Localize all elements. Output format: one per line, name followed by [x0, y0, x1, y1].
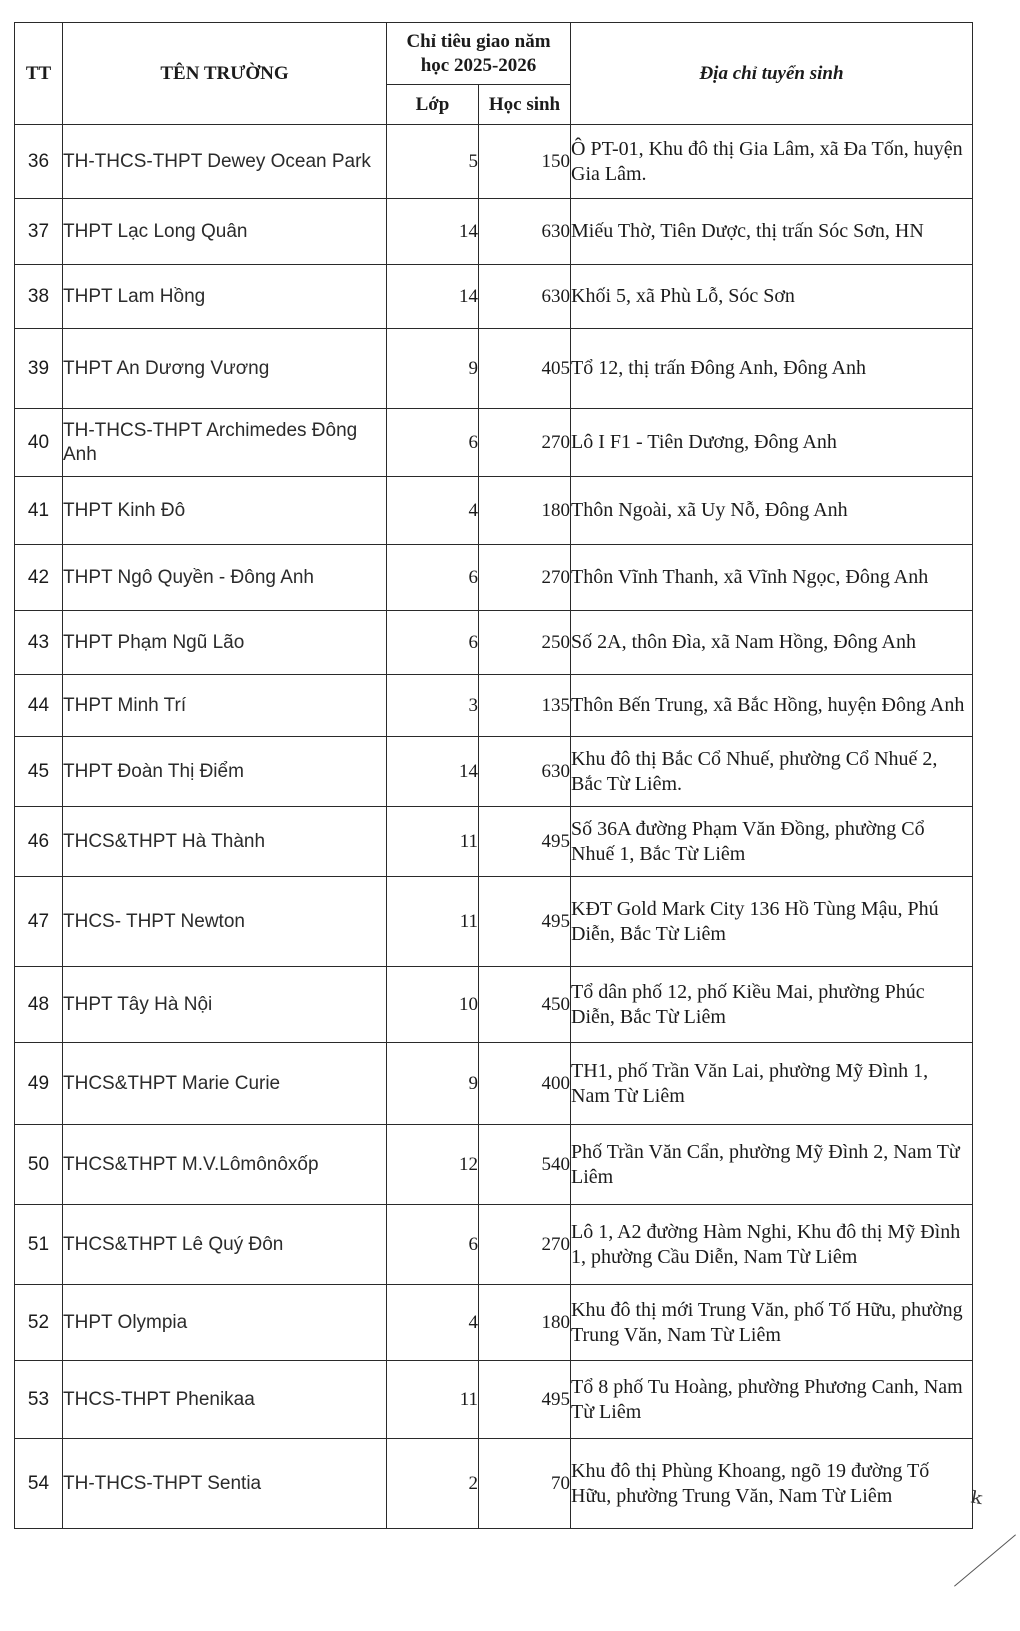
- row-school-name: THPT An Dương Vương: [63, 329, 387, 409]
- row-address: Tổ 12, thị trấn Đông Anh, Đông Anh: [571, 329, 973, 409]
- page-edge-mark: [954, 1534, 1016, 1586]
- table-row: [15, 125, 973, 199]
- row-address: Khu đô thị Phùng Khoang, ngõ 19 đường Tố Hữu, phường Trung Văn, Nam Từ Liêm: [571, 1439, 973, 1529]
- table-row: [15, 409, 973, 477]
- row-address: Khu đô thị Bắc Cổ Nhuế, phường Cổ Nhuế 2, Bắc Từ Liêm.: [571, 737, 973, 807]
- row-students: 250: [479, 611, 571, 675]
- table-row: [15, 1205, 973, 1285]
- row-school-name: TH-THCS-THPT Sentia: [63, 1439, 387, 1529]
- table-row: [15, 1125, 973, 1205]
- row-school-name: TH-THCS-THPT Dewey Ocean Park: [63, 125, 387, 199]
- row-tt: 51: [15, 1205, 63, 1285]
- row-school-name: THPT Minh Trí: [63, 675, 387, 737]
- row-address: Phố Trần Văn Cẩn, phường Mỹ Đình 2, Nam Từ Liêm: [571, 1125, 973, 1205]
- row-tt: 36: [15, 125, 63, 199]
- header-students: Học sinh: [479, 85, 571, 125]
- row-students: 495: [479, 1361, 571, 1439]
- table-header: [15, 23, 973, 125]
- header-tt: TT: [15, 23, 63, 125]
- row-address: Số 36A đường Phạm Văn Đồng, phường Cổ Nhuế 1, Bắc Từ Liêm: [571, 807, 973, 877]
- table-row: [15, 265, 973, 329]
- table-row: [15, 329, 973, 409]
- header-quota-group: Chỉ tiêu giao năm học 2025-2026: [387, 23, 571, 85]
- row-school-name: THCS&THPT Lê Quý Đôn: [63, 1205, 387, 1285]
- row-school-name: THPT Olympia: [63, 1285, 387, 1361]
- row-students: 450: [479, 967, 571, 1043]
- row-students: 630: [479, 199, 571, 265]
- row-school-name: THPT Phạm Ngũ Lão: [63, 611, 387, 675]
- row-classes: 14: [387, 737, 479, 807]
- row-tt: 46: [15, 807, 63, 877]
- table-row: [15, 1361, 973, 1439]
- row-school-name: THCS- THPT Newton: [63, 877, 387, 967]
- row-tt: 47: [15, 877, 63, 967]
- row-classes: 4: [387, 477, 479, 545]
- row-tt: 53: [15, 1361, 63, 1439]
- row-school-name: THPT Kinh Đô: [63, 477, 387, 545]
- row-address: Lô I F1 - Tiên Dương, Đông Anh: [571, 409, 973, 477]
- row-classes: 11: [387, 807, 479, 877]
- row-classes: 9: [387, 329, 479, 409]
- row-tt: 44: [15, 675, 63, 737]
- row-school-name: THCS-THPT Phenikaa: [63, 1361, 387, 1439]
- row-students: 270: [479, 545, 571, 611]
- row-school-name: TH-THCS-THPT Archimedes Đông Anh: [63, 409, 387, 477]
- row-classes: 14: [387, 265, 479, 329]
- row-classes: 9: [387, 1043, 479, 1125]
- row-school-name: THPT Tây Hà Nội: [63, 967, 387, 1043]
- row-address: Khu đô thị mới Trung Văn, phố Tố Hữu, phường Trung Văn, Nam Từ Liêm: [571, 1285, 973, 1361]
- row-students: 70: [479, 1439, 571, 1529]
- row-students: 495: [479, 877, 571, 967]
- row-tt: 41: [15, 477, 63, 545]
- row-tt: 43: [15, 611, 63, 675]
- row-address: Khối 5, xã Phù Lỗ, Sóc Sơn: [571, 265, 973, 329]
- table-row: [15, 1439, 973, 1529]
- row-classes: 5: [387, 125, 479, 199]
- row-school-name: THPT Lam Hồng: [63, 265, 387, 329]
- row-tt: 38: [15, 265, 63, 329]
- row-address: Thôn Bến Trung, xã Bắc Hồng, huyện Đông Anh: [571, 675, 973, 737]
- row-tt: 37: [15, 199, 63, 265]
- row-tt: 54: [15, 1439, 63, 1529]
- table-row: [15, 545, 973, 611]
- row-address: Ô PT-01, Khu đô thị Gia Lâm, xã Đa Tốn, huyện Gia Lâm.: [571, 125, 973, 199]
- row-school-name: THCS&THPT Marie Curie: [63, 1043, 387, 1125]
- row-students: 180: [479, 1285, 571, 1361]
- row-tt: 42: [15, 545, 63, 611]
- row-students: 400: [479, 1043, 571, 1125]
- row-students: 180: [479, 477, 571, 545]
- row-classes: 12: [387, 1125, 479, 1205]
- row-classes: 6: [387, 1205, 479, 1285]
- table-row: [15, 877, 973, 967]
- row-classes: 6: [387, 545, 479, 611]
- row-tt: 50: [15, 1125, 63, 1205]
- school-quota-table: [14, 22, 973, 1529]
- table-body: [15, 125, 973, 1529]
- row-classes: 2: [387, 1439, 479, 1529]
- row-address: Miếu Thờ, Tiên Dược, thị trấn Sóc Sơn, HN: [571, 199, 973, 265]
- row-students: 150: [479, 125, 571, 199]
- row-tt: 52: [15, 1285, 63, 1361]
- table-row: [15, 199, 973, 265]
- table-row: [15, 611, 973, 675]
- row-school-name: THPT Đoàn Thị Điểm: [63, 737, 387, 807]
- handwritten-check-mark: ᵏ: [967, 1485, 984, 1522]
- row-address: KĐT Gold Mark City 136 Hồ Tùng Mậu, Phú Diễn, Bắc Từ Liêm: [571, 877, 973, 967]
- table-row: [15, 807, 973, 877]
- row-address: Tổ dân phố 12, phố Kiều Mai, phường Phúc Diễn, Bắc Từ Liêm: [571, 967, 973, 1043]
- row-students: 495: [479, 807, 571, 877]
- row-classes: 3: [387, 675, 479, 737]
- header-school-name: TÊN TRƯỜNG: [63, 23, 387, 125]
- row-address: Lô 1, A2 đường Hàm Nghi, Khu đô thị Mỹ Đình 1, phường Cầu Diễn, Nam Từ Liêm: [571, 1205, 973, 1285]
- row-address: TH1, phố Trần Văn Lai, phường Mỹ Đình 1, Nam Từ Liêm: [571, 1043, 973, 1125]
- row-school-name: THCS&THPT Hà Thành: [63, 807, 387, 877]
- table-row: [15, 967, 973, 1043]
- row-school-name: THPT Ngô Quyền - Đông Anh: [63, 545, 387, 611]
- row-classes: 6: [387, 611, 479, 675]
- row-tt: 48: [15, 967, 63, 1043]
- table-row: [15, 477, 973, 545]
- row-address: Tổ 8 phố Tu Hoàng, phường Phương Canh, Nam Từ Liêm: [571, 1361, 973, 1439]
- header-address: Địa chỉ tuyển sinh: [571, 23, 973, 125]
- row-tt: 39: [15, 329, 63, 409]
- row-students: 630: [479, 737, 571, 807]
- row-students: 630: [479, 265, 571, 329]
- row-students: 405: [479, 329, 571, 409]
- row-classes: 11: [387, 1361, 479, 1439]
- row-school-name: THPT Lạc Long Quân: [63, 199, 387, 265]
- row-tt: 45: [15, 737, 63, 807]
- header-classes: Lớp: [387, 85, 479, 125]
- row-students: 135: [479, 675, 571, 737]
- row-tt: 40: [15, 409, 63, 477]
- row-classes: 6: [387, 409, 479, 477]
- table-row: [15, 1285, 973, 1361]
- row-classes: 11: [387, 877, 479, 967]
- row-school-name: THCS&THPT M.V.Lômônôxốp: [63, 1125, 387, 1205]
- table-row: [15, 1043, 973, 1125]
- row-address: Số 2A, thôn Đìa, xã Nam Hồng, Đông Anh: [571, 611, 973, 675]
- row-address: Thôn Ngoài, xã Uy Nỗ, Đông Anh: [571, 477, 973, 545]
- row-students: 270: [479, 409, 571, 477]
- row-students: 540: [479, 1125, 571, 1205]
- row-classes: 14: [387, 199, 479, 265]
- table-row: [15, 737, 973, 807]
- row-address: Thôn Vĩnh Thanh, xã Vĩnh Ngọc, Đông Anh: [571, 545, 973, 611]
- table-row: [15, 675, 973, 737]
- row-classes: 10: [387, 967, 479, 1043]
- row-classes: 4: [387, 1285, 479, 1361]
- row-tt: 49: [15, 1043, 63, 1125]
- row-students: 270: [479, 1205, 571, 1285]
